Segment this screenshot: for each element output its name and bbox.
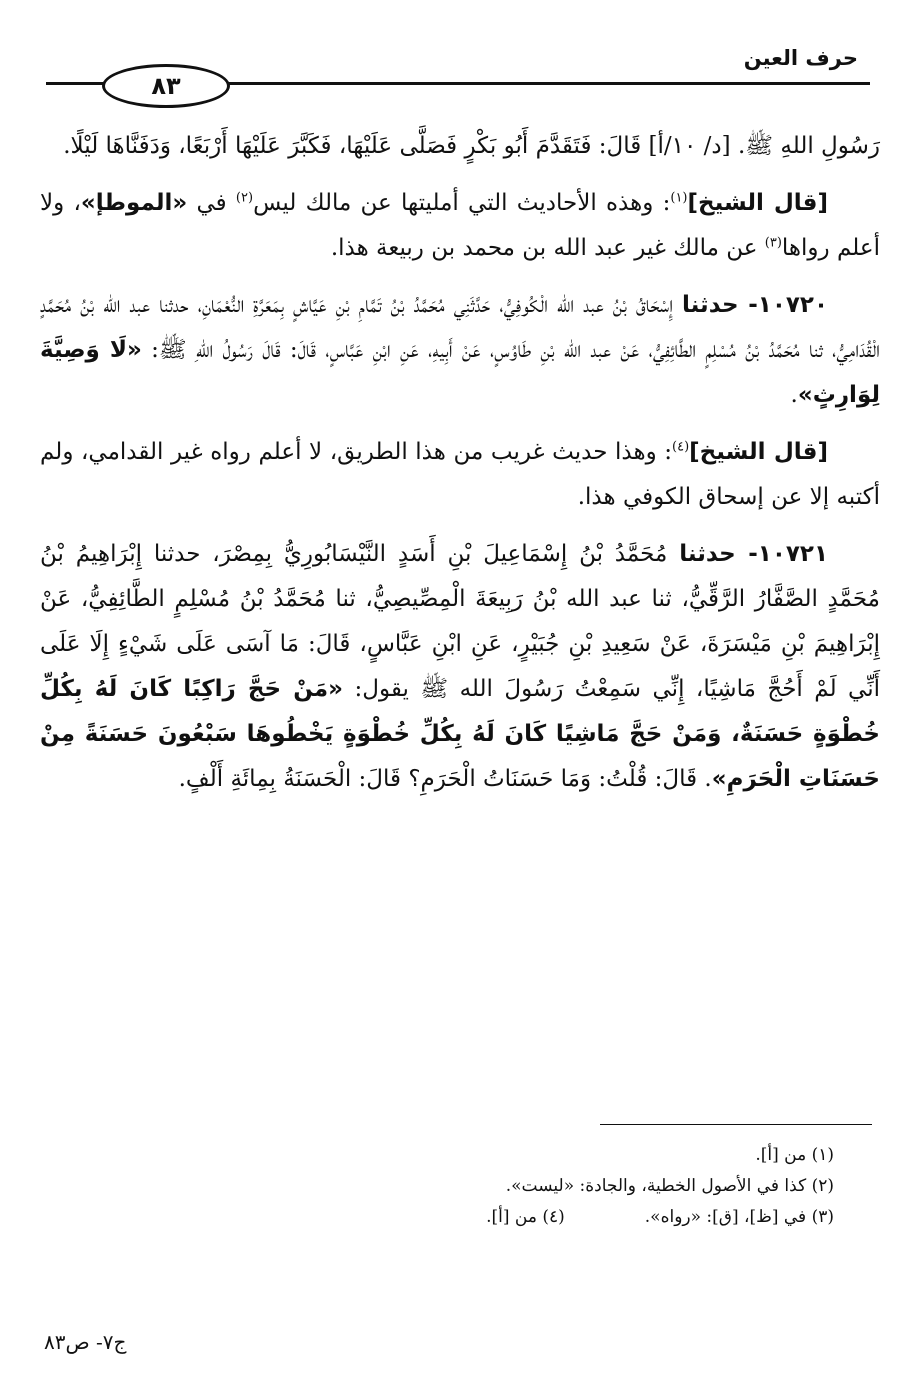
footnote-rule (600, 1124, 872, 1125)
matn: «مَنْ حَجَّ رَاكِبًا كَانَ لَهُ بِكُلِّ خُطْوَةٍ حَسَنَةٌ، وَمَنْ حَجَّ مَاشِيًا كَانَ لَهُ بِكُلِّ خُطْوَةٍ يَخْطُوهَا سَبْعُونَ حَسَنَةً مِنْ حَسَنَاتِ الْحَرَمِ» (40, 676, 880, 792)
book-title: «الموطإ» (80, 190, 188, 216)
footnote-ref: (٤) (672, 439, 690, 455)
footnote-row (40, 1202, 840, 1233)
sheikh-note-2: [قال الشيخ]$^{(٤)}$: وهذا حديث غريب من هذا الطريق، لا أعلم رواه غير القدامي، ولم أكتبه إلا عن إسحاق الكوفي هذا. (40, 439, 880, 510)
chapter-title: حرف العين (743, 46, 858, 70)
footnote-1: (١) من [أ]. (755, 1145, 834, 1165)
footnote-ref: (٣) (764, 235, 782, 251)
hadith-10721: ١٠٧٢١- حدثنا مُحَمَّدُ بْنُ إِسْمَاعِيلَ بْنِ أَسَدٍ النَّيْسَابُورِيُّ بِمِصْرَ، حدثنا إِبْرَاهِيمُ بْنُ مُحَمَّدٍ الصَّفَّارُ الرَّقِّيُّ، ثنا عبد الله بْنُ رَبِيعَةَ الْمِصِّيصِيُّ، ثنا مُحَمَّدُ بْنُ مُسْلِمٍ الطَّائِفِيُّ، عَنْ إِبْرَاهِيمَ بْنِ مَيْسَرَةَ، عَنْ سَعِيدِ بْنِ جُبَيْرٍ، عَنِ ابْنِ عَبَّاسٍ، قَالَ: مَا آسَى عَلَى شَيْءٍ إِلَا عَلَى أَنِّي لَمْ أَحُجَّ مَاشِيًا، إِنِّي سَمِعْتُ رَسُولَ الله ﷺ يقول: «مَنْ حَجَّ رَاكِبًا كَانَ لَهُ بِكُلِّ خُطْوَةٍ حَسَنَةٌ، وَمَنْ حَجَّ مَاشِيًا كَانَ لَهُ بِكُلِّ خُطْوَةٍ يَخْطُوهَا سَبْعُونَ حَسَنَةً مِنْ حَسَنَاتِ الْحَرَمِ». قَالَ: قُلْتُ: وَمَا حَسَنَاتُ الْحَرَمِ؟ قَالَ: الْحَسَنَةُ بِمِائَةِ أَلْفٍ. (40, 541, 881, 792)
page-header (40, 40, 870, 120)
volume-page-reference: ج٧- ص٨٣ (44, 1330, 127, 1354)
main-text (40, 124, 880, 814)
paragraph-continuation: رَسُولِ اللهِ ﷺ. [د/ ١٠/أ] قَالَ: فَتَقَدَّمَ أَبُو بَكْرٍ فَصَلَّى عَلَيْهَا، فَكَبَّرَ عَلَيْهَا أَرْبَعًا، وَدَفَنَّاهَا لَيْلًا. (63, 133, 880, 159)
isnad: مُحَمَّدُ بْنُ إِسْمَاعِيلَ بْنِ أَسَدٍ النَّيْسَابُورِيُّ بِمِصْرَ، حدثنا إِبْرَاهِيمُ بْنُ مُحَمَّدٍ الصَّفَّارُ الرَّقِّيُّ، ثنا عبد الله بْنُ رَبِيعَةَ الْمِصِّيصِيُّ، ثنا مُحَمَّدُ بْنُ مُسْلِمٍ الطَّائِفِيُّ، عَنْ إِبْرَاهِيمَ بْنِ مَيْسَرَةَ، عَنْ سَعِيدِ بْنِ جُبَيْرٍ، عَنِ ابْنِ عَبَّاسٍ، قَالَ: مَا آسَى عَلَى شَيْءٍ إِلَا عَلَى أَنِّي لَمْ أَحُجَّ مَاشِيًا، إِنِّي سَمِعْتُ رَسُولَ الله ﷺ يقول: (40, 541, 881, 702)
footnotes (40, 1140, 840, 1233)
hadith-10720: ١٠٧٢٠- حدثنا إِسْحَاقُ بْنُ عبد الله الْكُوفِيُّ، حَدَّثَنِي مُحَمَّدُ بْنُ تَمَّامِ بْنِ عَيَّاشٍ بِمَعَرَّةِ النُّعْمَانِ، حدثنا عبد الله بْنُ مُحَمَّدٍ الْقُدَامِيُّ، ثنا مُحَمَّدُ بْنُ مُسْلِمٍ الطَّائِفِيُّ، عَنْ عبد الله بْنِ طَاوُسٍ، عَنْ أَبِيهِ، عَنِ ابْنِ عَبَّاسٍ، قَالَ: قَالَ رَسُولُ اللهِ ﷺ: «لَا وَصِيَّةَ لِوَارِثٍ». (40, 292, 880, 408)
sheikh-label: [قال الشيخ] (687, 190, 829, 216)
footnote-2: (٢) كذا في الأصول الخطية، والجادة: «ليست». (505, 1176, 834, 1196)
footnote-4: (٤) من [أ]. (486, 1207, 565, 1227)
page-number: ٨٣ (151, 72, 181, 100)
haddathana-label: حدثنا (679, 541, 736, 567)
sheikh-note-1: [قال الشيخ]$^{(١)}$: وهذه الأحاديث التي أمليتها عن مالك ليس$^{(٢)}$ في «الموطإ»، ولا أعلم رواها$^{(٣)}$ عن مالك غير عبد الله بن محمد بن ربيعة هذا. (40, 190, 880, 261)
hadith-number: ١٠٧٢٠- (738, 292, 828, 318)
hadith-number: ١٠٧٢١- (735, 541, 828, 567)
page-number-badge (102, 64, 230, 108)
footnote-3: (٣) في [ظ]، [ق]: «رواه». (644, 1207, 834, 1227)
haddathana-label: حدثنا (682, 292, 739, 318)
footnote-ref: (١) (670, 190, 688, 206)
footnote-ref: (٢) (235, 190, 254, 206)
isnad: إِسْحَاقُ بْنُ عبد الله الْكُوفِيُّ، حَدَّثَنِي مُحَمَّدُ بْنُ تَمَّامِ بْنِ عَيَّاشٍ بِمَعَرَّةِ النُّعْمَانِ، حدثنا عبد الله بْنُ مُحَمَّدٍ الْقُدَامِيُّ، ثنا مُحَمَّدُ بْنُ مُسْلِمٍ الطَّائِفِيُّ، عَنْ عبد الله بْنِ طَاوُسٍ، عَنْ أَبِيهِ، عَنِ ابْنِ عَبَّاسٍ، قَالَ: قَالَ رَسُولُ اللهِ ﷺ: (40, 292, 880, 363)
sheikh-label: [قال الشيخ] (689, 439, 828, 465)
matn: «لَا وَصِيَّةَ لِوَارِثٍ» (40, 337, 880, 408)
